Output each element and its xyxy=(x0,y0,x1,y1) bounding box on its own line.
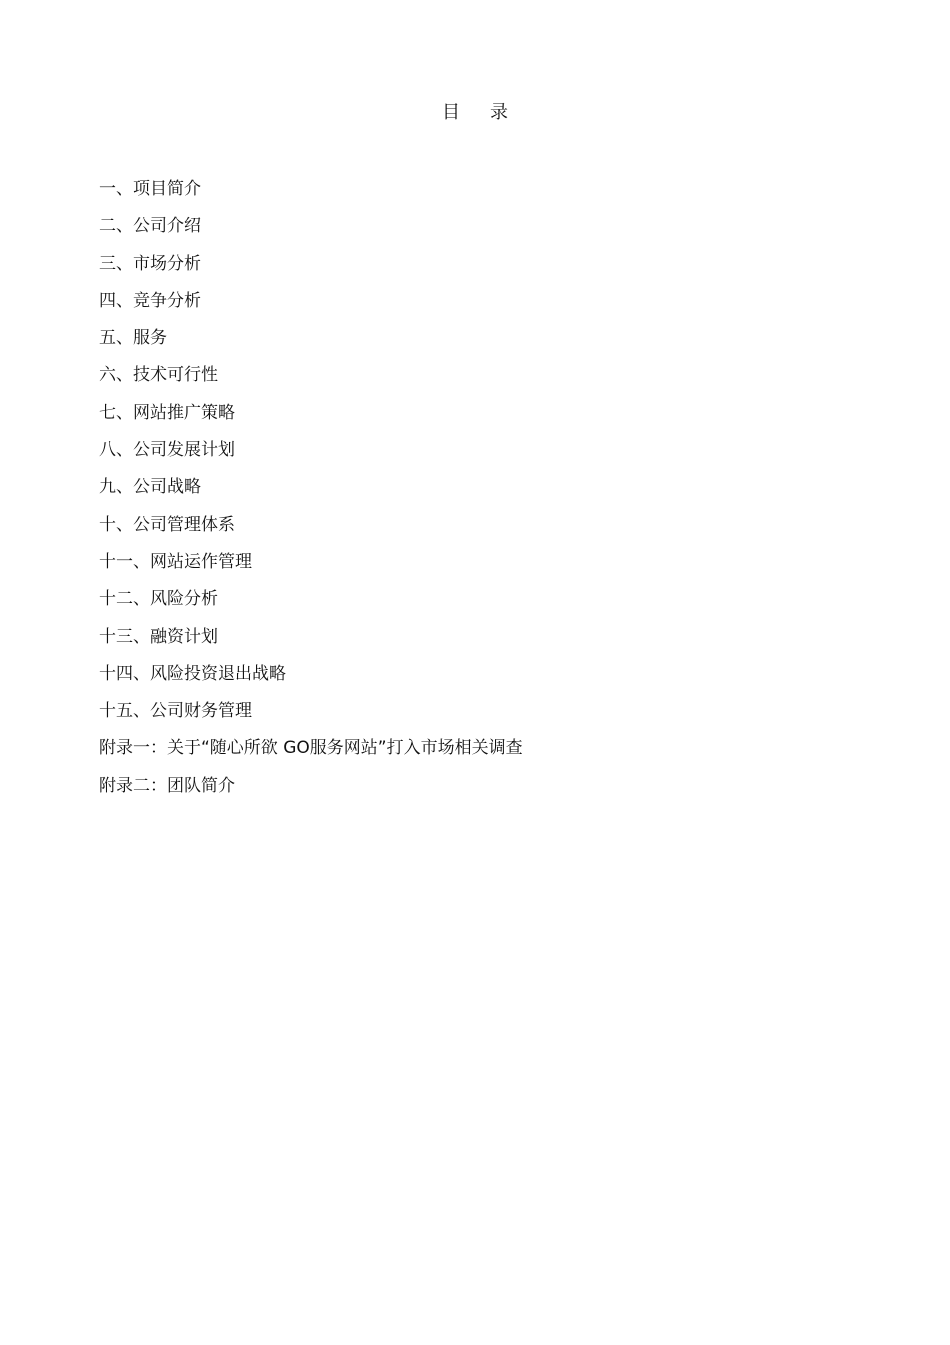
toc-appendix-1: 附录一：关于“随心所欲 GO服务网站”打入市场相关调查 xyxy=(99,738,523,759)
toc-item-2: 二、公司介绍 xyxy=(99,216,201,237)
toc-item-6: 六、技术可行性 xyxy=(99,365,218,386)
toc-item-3: 三、市场分析 xyxy=(99,253,201,274)
toc-item-5: 五、服务 xyxy=(99,328,167,349)
toc-item-1: 一、项目简介 xyxy=(99,179,201,199)
toc-appendix-2: 附录二：团队简介 xyxy=(99,775,235,796)
toc-item-7: 七、网站推广策略 xyxy=(99,402,235,423)
toc-item-11: 十一、网站运作管理 xyxy=(99,551,252,572)
toc-item-9: 九、公司战略 xyxy=(99,477,201,498)
toc-item-8: 八、公司发展计划 xyxy=(99,440,235,461)
toc-title-part1: 目 xyxy=(442,102,460,123)
toc-item-13: 十三、融资计划 xyxy=(99,626,218,647)
toc-list xyxy=(99,177,523,811)
toc-item-14: 十四、风险投资退出战略 xyxy=(99,663,286,684)
toc-item-4: 四、竞争分析 xyxy=(99,290,201,311)
toc-title-part2: 录 xyxy=(490,102,508,123)
toc-item-12: 十二、风险分析 xyxy=(99,589,218,610)
toc-item-10: 十、公司管理体系 xyxy=(99,514,235,535)
toc-title xyxy=(0,101,950,125)
toc-item-15: 十五、公司财务管理 xyxy=(99,701,252,722)
